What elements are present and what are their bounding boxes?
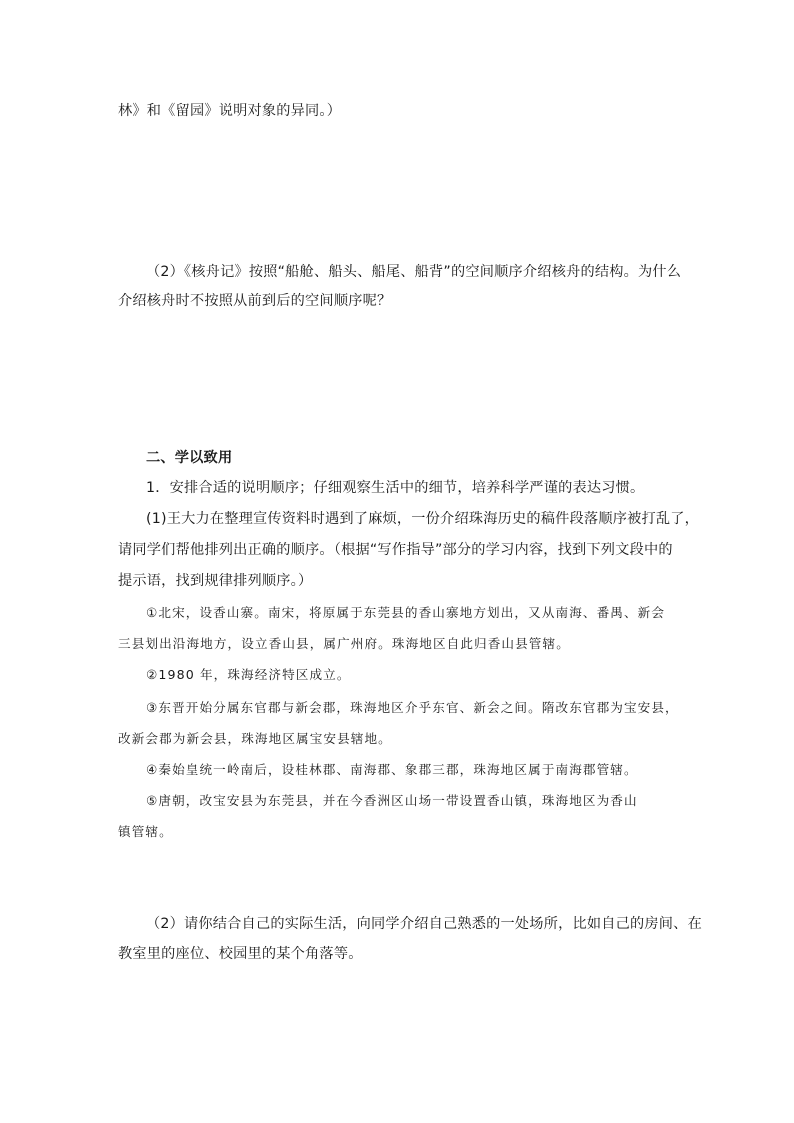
passage-1-line-2: 三县划出沿海地方，设立香山县，属广州府。珠海地区自此归香山县管辖。 (118, 636, 570, 651)
fragment-line: 林》和《留园》说明对象的异同。） (118, 103, 342, 119)
question-2-line-2: 介绍核舟时不按照从前到后的空间顺序呢？ (118, 293, 392, 309)
question-2-line-1: （2）《核舟记》按照“船舱、船头、船尾、船背”的空间顺序介绍核舟的结构。为什么 (146, 264, 682, 280)
item-1: 1．安排合适的说明顺序；仔细观察生活中的细节，培养科学严谨的表达习惯。 (146, 480, 645, 496)
passage-1-line-1: ①北宋，设香山寨。南宋，将原属于东莞县的香山寨地方划出，又从南海、番禺、新会 (146, 605, 666, 620)
passage-4: ④秦始皇统一岭南后，设桂林郡、南海郡、象郡三郡，珠海地区属于南海郡管辖。 (146, 762, 638, 777)
section-2-title: 二、学以致用 (146, 450, 233, 466)
sub-2-line-2: 教室里的座位、校园里的某个角落等。 (118, 946, 363, 962)
sub-1-line-1: (1)王大力在整理宣传资料时遇到了麻烦，一份介绍珠海历史的稿件段落顺序被打乱了， (146, 511, 700, 527)
passage-3-line-2: 改新会郡为新会县，珠海地区属宝安县辖地。 (118, 731, 392, 746)
sub-1-line-3: 提示语，找到规律排列顺序。） (118, 573, 313, 589)
sub-2-line-1: （2）请你结合自己的实际生活，向同学介绍自己熟悉的一处场所，比如自己的房间、在 (146, 916, 702, 932)
passage-3-line-1: ③东晋开始分属东官郡与新会郡，珠海地区介乎东官、新会之间。隋改东官郡为宝安县， (146, 700, 679, 715)
passage-2: ②1980 年，珠海经济特区成立。 (146, 667, 351, 682)
passage-5-line-2: 镇管辖。 (118, 824, 173, 839)
sub-1-line-2: 请同学们帮他排列出正确的顺序。（根据“写作指导”部分的学习内容，找到下列文段中的 (118, 542, 673, 558)
passage-5-line-1: ⑤唐朝，改宝安县为东莞县，并在今香洲区山场一带设置香山镇，珠海地区为香山 (146, 793, 638, 808)
